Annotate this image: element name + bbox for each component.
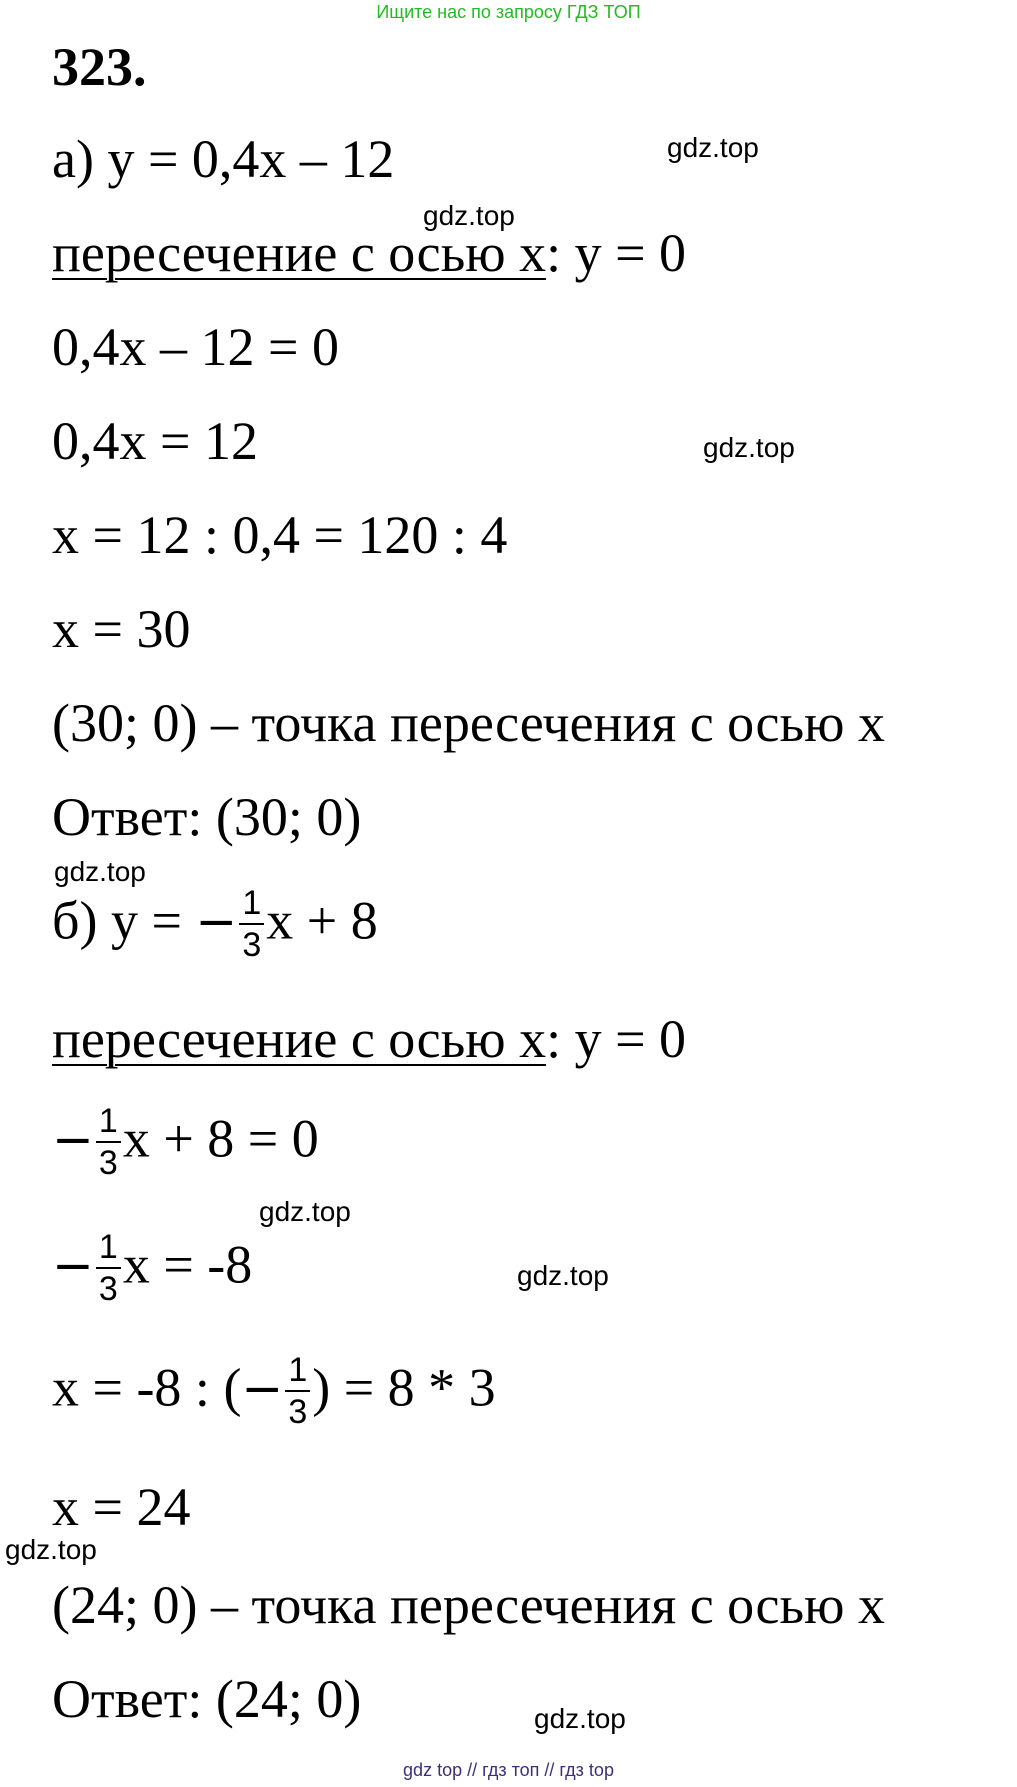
fraction-numerator: 1 (96, 1104, 121, 1143)
minus-sign: − (241, 1359, 284, 1418)
part-b-intersect-cond: : у = 0 (546, 1009, 687, 1069)
top-banner: Ищите нас по запросу ГДЗ ТОП (376, 2, 641, 22)
fraction-denominator: 3 (98, 1144, 118, 1182)
part-b-step3-suffix: ) = 8 * 3 (312, 1357, 496, 1418)
part-b-heading (52, 884, 378, 964)
minus-sign: − (52, 1236, 94, 1295)
fraction-numerator: 1 (239, 886, 264, 925)
part-b-step4: х = 24 (52, 1477, 191, 1537)
minus-sign: − (52, 1110, 94, 1169)
minus-sign: − (195, 892, 238, 951)
part-b-heading-prefix: б) у = (52, 890, 196, 951)
fraction-one-third (285, 1353, 310, 1429)
part-b-heading-suffix: х + 8 (266, 890, 378, 951)
part-b-point: (24; 0) – точка пересечения с осью х (52, 1575, 885, 1635)
fraction-one-third (96, 1104, 121, 1180)
watermark: gdz.top (703, 432, 795, 463)
part-b-step1 (52, 1102, 319, 1182)
fraction-numerator: 1 (285, 1353, 310, 1392)
part-b-step3-prefix: х = -8 : ( (52, 1357, 242, 1418)
task-number: 323. (52, 37, 147, 97)
part-b-step2 (52, 1228, 253, 1308)
part-a-intersect-label: пересечение с осью х (52, 223, 547, 283)
part-a-step4: х = 30 (52, 599, 191, 659)
part-a-step2: 0,4х = 12 (52, 411, 258, 471)
footer: gdz top // гдз топ // гдз top (403, 1760, 614, 1780)
watermark: gdz.top (667, 132, 759, 163)
part-b-step2-suffix: х = -8 (122, 1234, 253, 1295)
fraction-denominator: 3 (288, 1393, 308, 1431)
watermark: gdz.top (54, 856, 146, 887)
part-a-point: (30; 0) – точка пересечения с осью х (52, 693, 885, 753)
part-b-step3 (52, 1351, 496, 1431)
fraction-numerator: 1 (96, 1230, 121, 1269)
fraction-one-third (96, 1230, 121, 1306)
part-a-step1: 0,4х – 12 = 0 (52, 317, 339, 377)
part-a-heading: а) у = 0,4х – 12 (52, 129, 395, 189)
watermark: gdz.top (259, 1196, 351, 1227)
fraction-one-third (239, 886, 264, 962)
part-b-step1-suffix: х + 8 = 0 (122, 1108, 319, 1169)
part-b-intersect-label: пересечение с осью х (52, 1009, 547, 1069)
watermark: gdz.top (517, 1260, 609, 1291)
watermark: gdz.top (5, 1534, 97, 1565)
watermark: gdz.top (423, 200, 515, 231)
part-a-intersect-line (52, 222, 686, 284)
fraction-denominator: 3 (242, 926, 262, 964)
part-a-answer: Ответ: (30; 0) (52, 787, 362, 847)
fraction-denominator: 3 (98, 1270, 118, 1308)
part-a-step3: х = 12 : 0,4 = 120 : 4 (52, 505, 508, 565)
watermark: gdz.top (534, 1703, 626, 1734)
part-a-intersect-cond: : у = 0 (546, 223, 687, 283)
part-b-answer: Ответ: (24; 0) (52, 1669, 362, 1729)
part-b-intersect-line (52, 1008, 686, 1070)
